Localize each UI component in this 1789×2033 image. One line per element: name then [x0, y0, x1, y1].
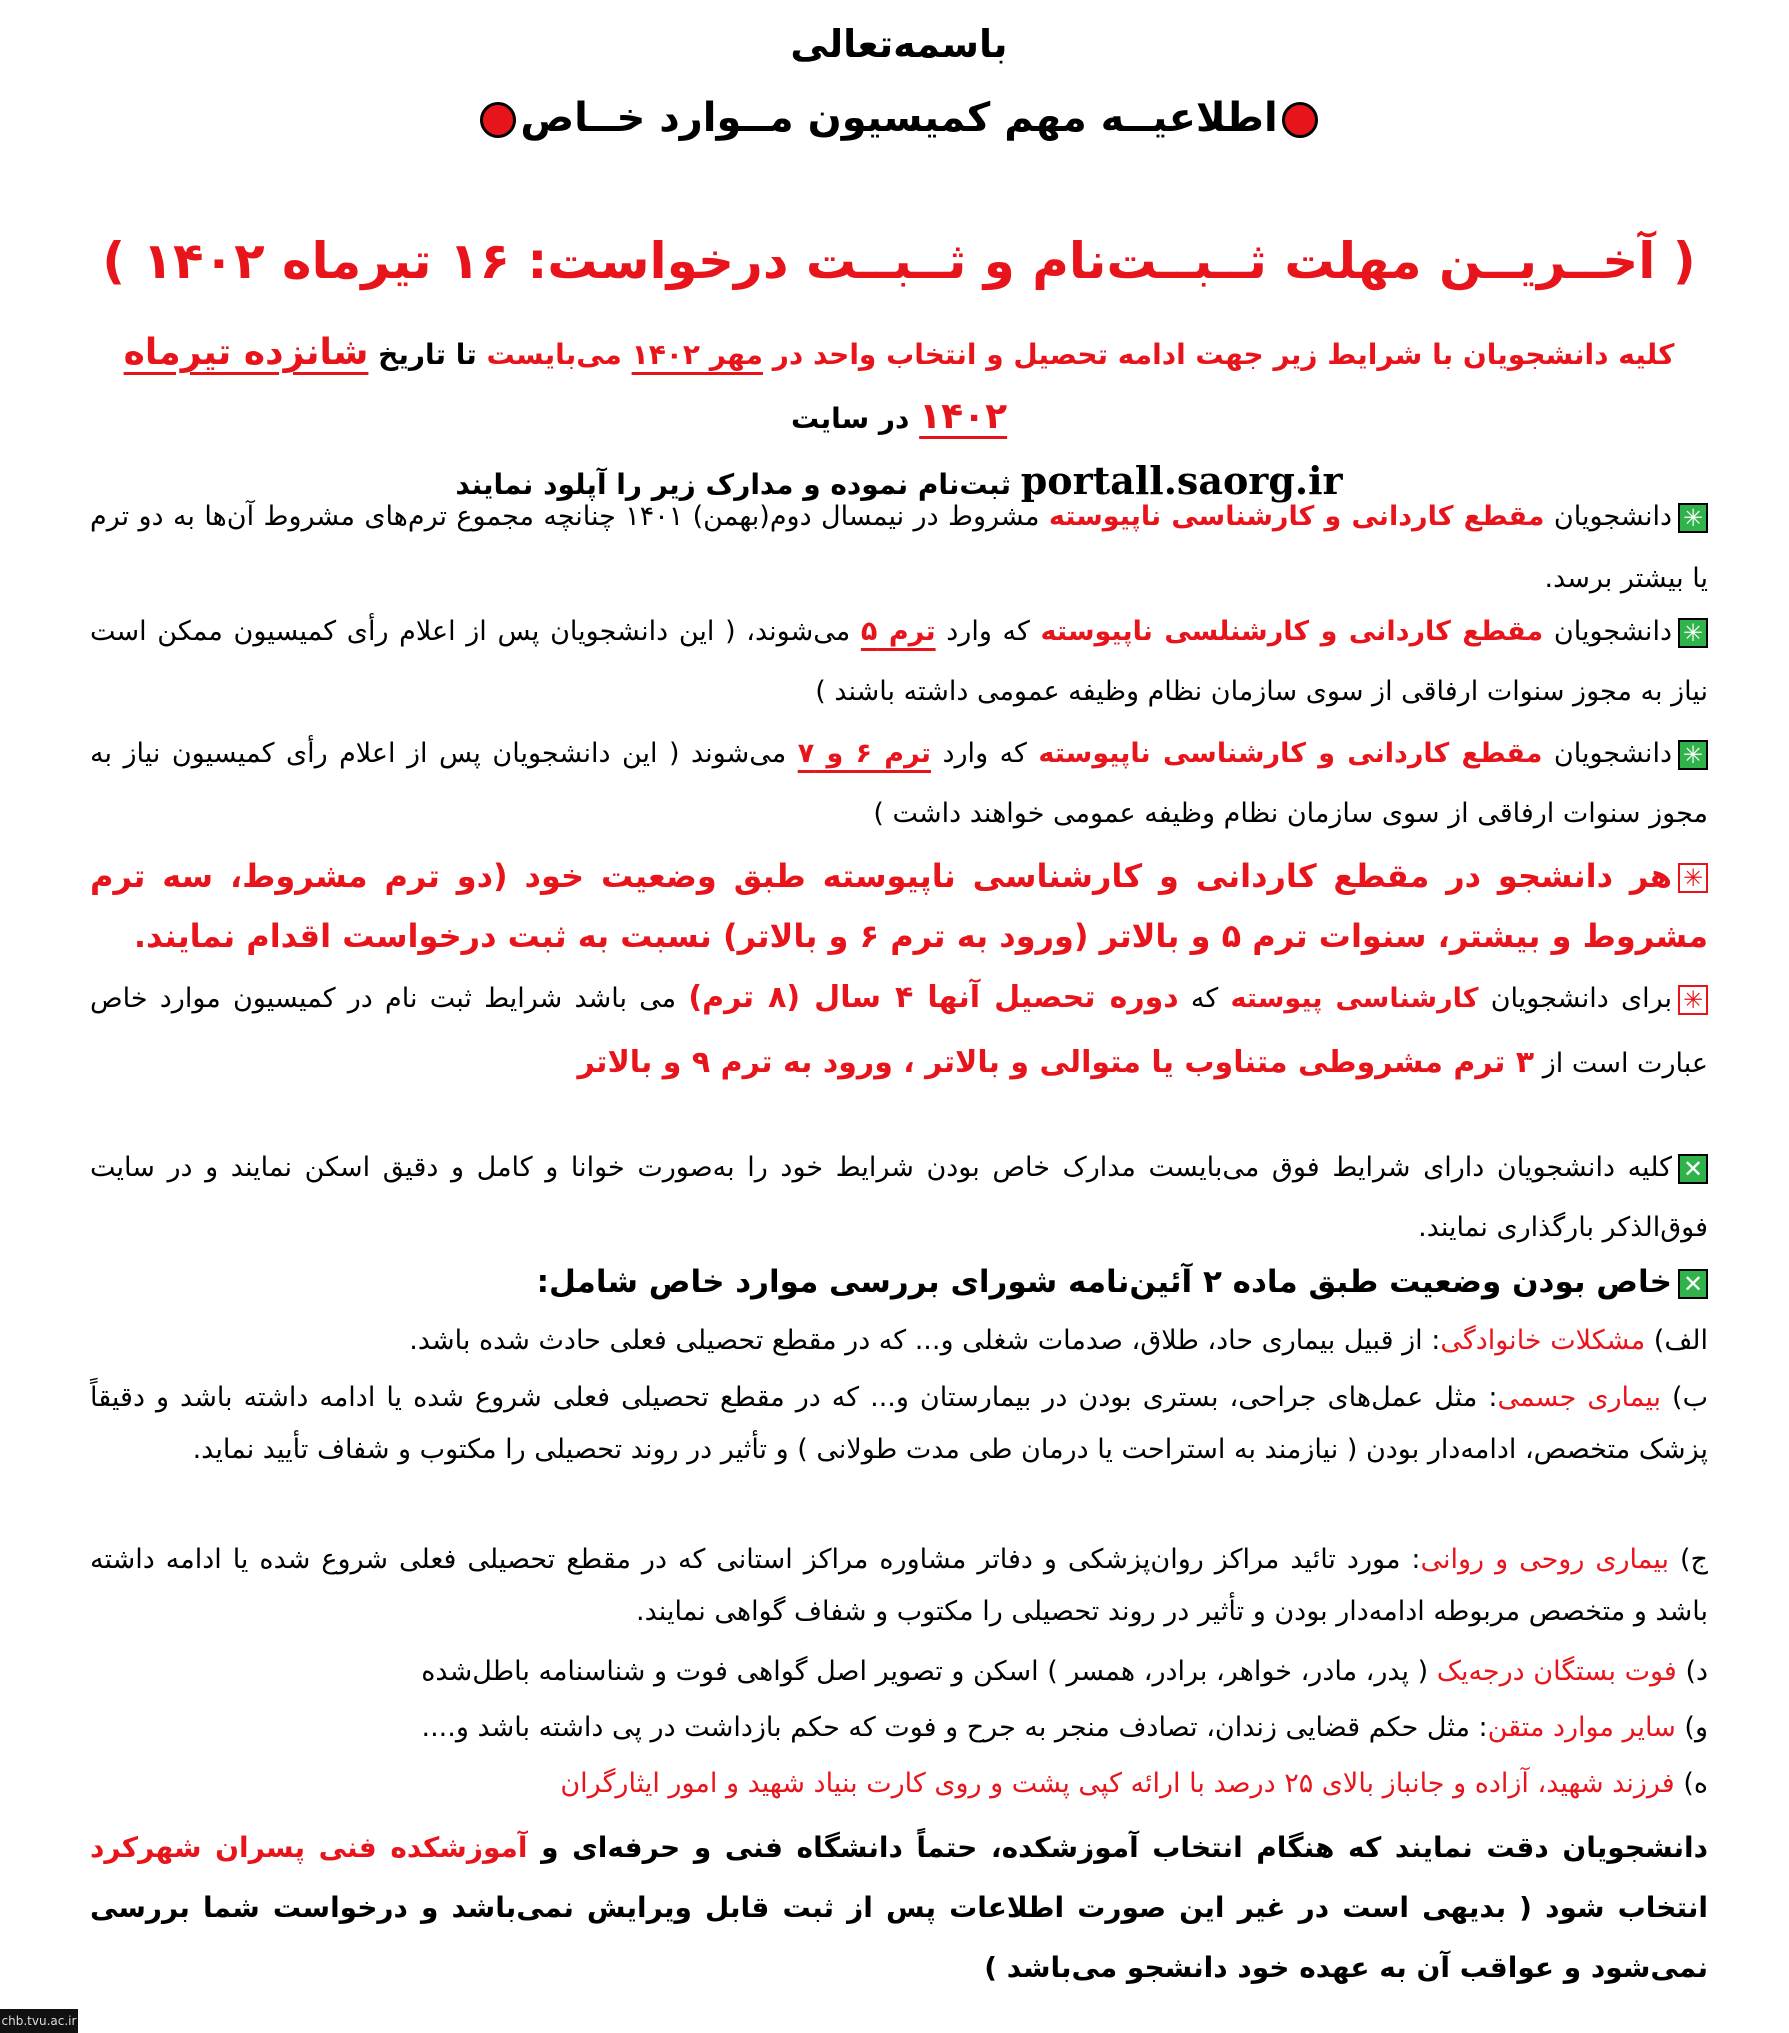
asterisk-icon: ✳: [1678, 503, 1708, 533]
asterisk-icon: ✳: [1678, 985, 1708, 1015]
case-text: : مثل حکم قضایی زندان، تصادف منجر به جرح و فوت که حکم بازداشت در پی داشته باشد و....: [421, 1712, 1488, 1743]
note-text: کلیه دانشجویان دارای شرایط فوق می‌بایست مدارک خاص بودن شرایط خود را به‌صورت خوانا و کامل و دقیق اسکن نمایند و در سایت فوق‌الذکر بارگذاری نمایند.: [90, 1152, 1708, 1243]
item-highlight: کارشناسی پیوسته: [1230, 983, 1479, 1014]
case-text: ( پدر، مادر، خواهر، برادر، همسر ) اسکن و تصویر اصل گواهی فوت و شناسنامه باطل‌شده: [421, 1656, 1437, 1687]
item-term: ترم ۵: [860, 616, 936, 647]
list-item: [90, 486, 1708, 610]
case-prefix: د): [1685, 1656, 1708, 1687]
red-circle-icon: [480, 102, 516, 138]
check-icon: ✕: [1678, 1154, 1708, 1184]
footer-highlight: آموزشکده فنی پسران شهرکرد: [90, 1831, 528, 1864]
item-text: برای دانشجویان: [1490, 983, 1673, 1014]
case-label: سایر موارد متقن: [1487, 1712, 1676, 1743]
case-label: مشکلات خانوادگی: [1440, 1325, 1646, 1356]
item-highlight: دوره تحصیل آنها ۴ سال (۸ ترم): [688, 980, 1179, 1015]
item-highlight: مقطع کاردانی و کارشناسی ناپیوسته: [1048, 501, 1545, 532]
item-text: می‌شوند ( این دانشجویان پس از اعلام رأی کمیسیون نیاز به مجوز سنوات ارفاقی از سوی سازمان نظام وظیفه عمومی خواهند داشت ): [90, 738, 1708, 829]
intro-part5: ثبت‌نام نموده و مدارک زیر را آپلود نمایند: [455, 468, 1011, 501]
item-text: مشروط در نیمسال دوم(بهمن) ۱۴۰۱ چنانچه مجموع ترم‌های مشروط آن‌ها به دو ترم یا بیشتر برسد.: [90, 501, 1708, 594]
case-label: فوت بستگان درجه‌یک: [1436, 1656, 1677, 1687]
intro-month: مهر ۱۴۰۲: [631, 338, 763, 371]
case-prefix: الف): [1653, 1325, 1708, 1356]
asterisk-icon: ✳: [1678, 863, 1708, 893]
item-highlight: مقطع کاردانی و کارشناسی ناپیوسته: [1038, 738, 1543, 769]
site-logo: chb.tvu.ac.ir: [0, 2009, 78, 2033]
case-prefix: و): [1684, 1712, 1708, 1743]
item-text: می‌شوند، ( این دانشجویان پس از اعلام رأی کمیسیون ممکن است نیاز به مجوز سنوات ارفاقی از سوی سازمان نظام وظیفه عمومی داشته باشند ): [90, 616, 1708, 707]
intro-part1: کلیه دانشجویان با شرایط زیر جهت ادامه تحصیل و انتخاب واحد در: [772, 338, 1675, 371]
item-text: هر دانشجو در مقطع کاردانی و کارشناسی ناپیوسته طبق وضعیت خود (دو ترم مشروط، سه ترم مشروط و بیشتر، سنوات ترم ۵ و بالاتر (ورود به ترم ۶ و بالاتر) نسبت به ثبت درخواست اقدام نمایند.: [90, 857, 1708, 955]
footer-text: انتخاب شود ( بدیهی است در غیر این صورت اطلاعات پس از ثبت قابل ویرایش نمی‌باشد و درخواست شما بررسی نمی‌شود و عواقب آن به عهده خود دانشجو می‌باشد ): [90, 1891, 1708, 1984]
case-item: [90, 1316, 1708, 1366]
intro-date: شانزده تیرماه ۱۴۰۲: [123, 332, 1008, 437]
intro-part4: در سایت: [790, 402, 910, 435]
case-item: [90, 1372, 1708, 1476]
case-label: فرزند شهید، آزاده و جانباز بالای ۲۵ درصد با ارائه کپی پشت و روی کارت بنیاد شهید و امور ایثارگران: [560, 1768, 1675, 1799]
case-item: [90, 1646, 1708, 1698]
item-text: که وارد: [946, 616, 1030, 647]
note-cases-heading: [90, 1254, 1708, 1310]
footer-warning: [90, 1818, 1708, 1998]
item-text: دانشجویان: [1553, 501, 1672, 532]
case-item: [90, 1758, 1708, 1810]
case-prefix: ه): [1683, 1768, 1708, 1799]
note-text: خاص بودن وضعیت طبق ماده ۲ آئین‌نامه شورای بررسی موارد خاص شامل:: [536, 1264, 1672, 1300]
intro-part2: می‌بایست: [486, 338, 622, 371]
list-item: [90, 846, 1708, 966]
notice-title-text: اطلاعیــه مهم کمیسیون مــوارد خــاص: [520, 95, 1278, 141]
item-text: که وارد: [942, 738, 1027, 769]
list-item: [90, 966, 1708, 1096]
item-term: ترم ۶ و ۷: [797, 738, 932, 769]
case-text: : مورد تائید مراکز روان‌پزشکی و دفاتر مشاوره مراکز استانی که در مقطع تحصیلی فعلی شروع شده یا ادامه داشته باشد و متخصص مربوطه ادامه‌دار بودن و تأثیر در روند تحصیلی را مکتوب و شفاف گواهی نمایند.: [90, 1544, 1708, 1627]
list-item: [90, 724, 1708, 844]
item-text: می باشد شرایط ثبت نام در کمیسیون موارد خاص عبارت است از: [90, 983, 1708, 1079]
red-circle-icon: [1282, 102, 1318, 138]
list-item: [90, 602, 1708, 722]
site-link[interactable]: portall.saorg.ir: [1020, 458, 1343, 503]
case-prefix: ب): [1672, 1382, 1708, 1413]
case-item: [90, 1534, 1708, 1638]
case-text: : از قبیل بیماری حاد، طلاق، صدمات شغلی و... که در مقطع تحصیلی فعلی حادث شده باشد.: [409, 1325, 1441, 1356]
check-icon: ✕: [1678, 1269, 1708, 1299]
case-prefix: ج): [1680, 1544, 1708, 1575]
intro-part3: تا تاریخ: [378, 338, 477, 371]
item-highlight: ۳ ترم مشروطی متناوب یا متوالی و بالاتر ، ورود به ترم ۹ و بالاتر: [577, 1045, 1535, 1080]
item-text: که: [1190, 983, 1219, 1014]
basmala: باسمه‌تعالی: [790, 22, 1008, 66]
asterisk-icon: ✳: [1678, 740, 1708, 770]
item-highlight: مقطع کاردانی و کارشنلسی ناپیوسته: [1040, 616, 1544, 647]
item-text: دانشجویان: [1553, 616, 1672, 647]
note-scan: [90, 1138, 1708, 1258]
footer-text: دانشجویان دقت نمایند که هنگام انتخاب آموزشکده، حتماً دانشگاه فنی و حرفه‌ای و: [541, 1831, 1708, 1864]
item-text: دانشجویان: [1553, 738, 1672, 769]
asterisk-icon: ✳: [1678, 618, 1708, 648]
deadline-heading: ( آخــریــن مهلت ثــبــت‌نام و ثــبــت درخواست: ۱۶ تیرماه ۱۴۰۲ ): [102, 232, 1696, 290]
notice-title: [90, 95, 1708, 141]
case-label: بیماری جسمی: [1497, 1382, 1662, 1413]
case-label: بیماری روحی و روانی: [1420, 1544, 1670, 1575]
case-text: : مثل عمل‌های جراحی، بستری بودن در بیمارستان و... که در مقطع تحصیلی فعلی شروع شده یا ادامه داشته باشد و دقیقاً پزشک متخصص، ادامه‌دار بودن ( نیازمند به استراحت یا درمان طی مدت طولانی ) و تأثیر در روند تحصیلی را مکتوب و شفاف تأیید نماید.: [90, 1382, 1708, 1465]
case-item: [90, 1702, 1708, 1754]
